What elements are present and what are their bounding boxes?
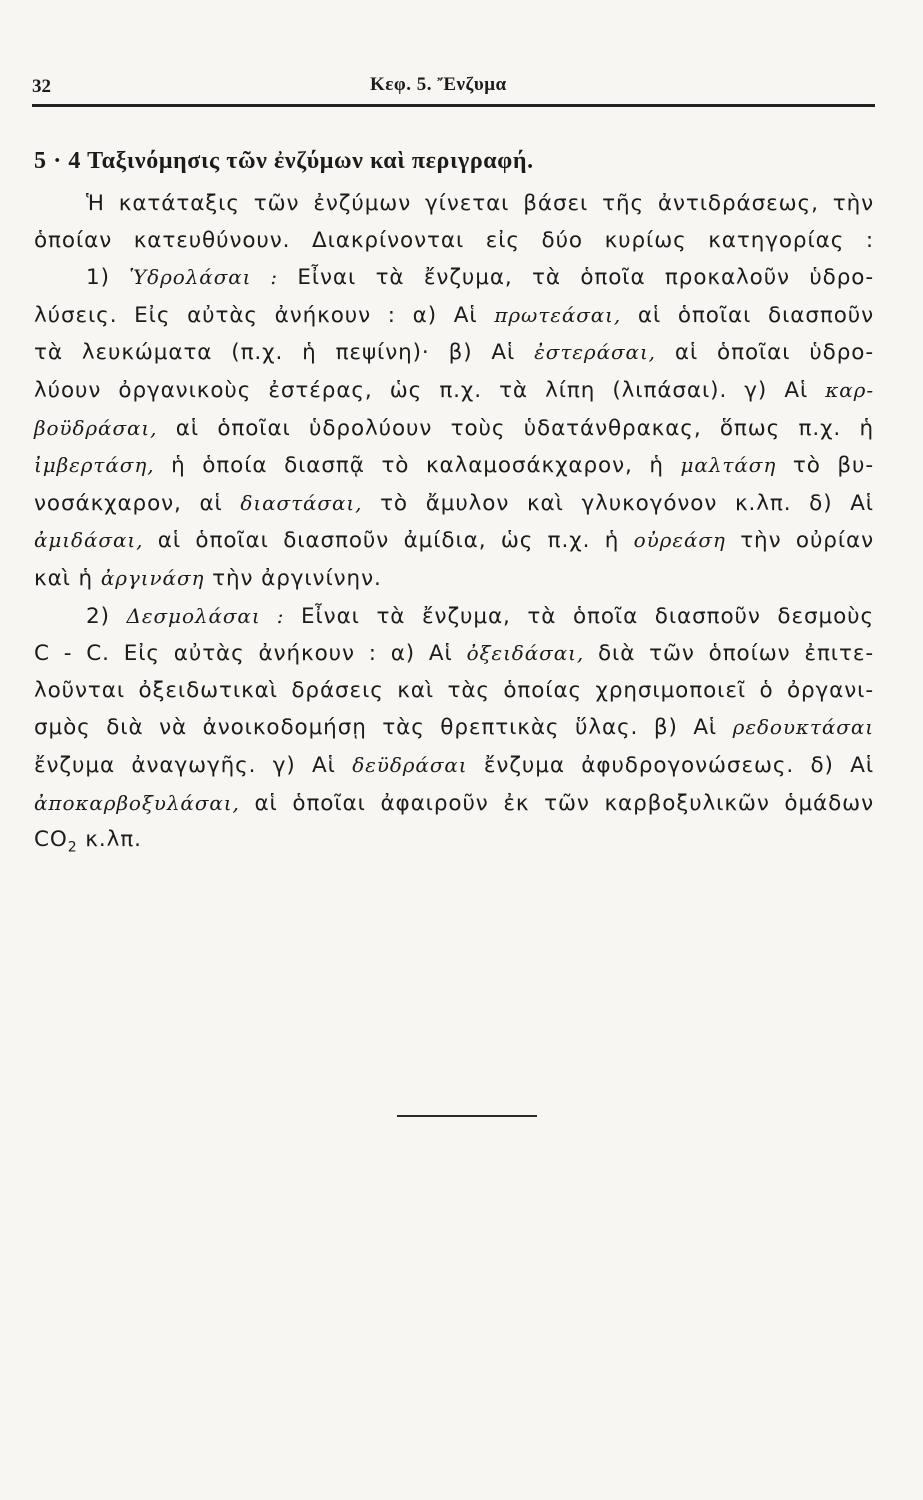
term-invertase: ἰμβερτάση,: [34, 453, 155, 478]
text-line: ὁποίαν κατευθύνουν. Διακρίνονται εἰς δύο κυρίως κατηγορίας :: [34, 227, 874, 253]
page-header: [32, 72, 875, 100]
term-oxidases: ὀξειδάσαι,: [466, 641, 585, 666]
term-decarboxylases: ἀποκαρβοξυλάσαι,: [34, 790, 240, 815]
text-line: σμὸς διὰ νὰ ἀνοικοδομήσῃ τὰς θρεπτικὰς ὕλας. β) Αἱ ρεδουκτάσαι: [34, 715, 874, 741]
term-carbohydrases-part1: καρ-: [825, 377, 874, 402]
text-line: ἀμιδάσαι, αἱ ὁποῖαι διασποῦν ἀμίδια, ὡς π.χ. ἡ οὐρεάση τὴν οὐρίαν: [34, 528, 874, 554]
section-title: 5 · 4 Ταξινόμησις τῶν ἐνζύμων καὶ περιγραφή.: [34, 148, 534, 174]
term-dehydrases: δεϋδράσαι: [352, 752, 468, 777]
term-reductases: ρεδουκτάσαι: [732, 715, 874, 740]
co2-subscript: 2: [67, 839, 78, 856]
term-arginase: ἀργινάση: [100, 565, 205, 590]
term-carbohydrases-part2: βοϋδράσαι,: [34, 415, 158, 440]
header-rule: [32, 104, 875, 107]
term-diastases: διαστάσαι,: [240, 490, 363, 515]
term-amidases: ἀμιδάσαι,: [34, 528, 144, 553]
text-line: 1) Ὑδρολάσαι : Εἶναι τὰ ἔνζυμα, τὰ ὁποῖα προκαλοῦν ὑδρο-: [86, 265, 874, 291]
body-text: [34, 186, 874, 866]
page-number: 32: [32, 76, 51, 97]
term-maltase: μαλτάση: [680, 453, 777, 478]
text-line: νοσάκχαρον, αἱ διαστάσαι, τὸ ἄμυλον καὶ γλυκογόνον κ.λπ. δ) Αἱ: [34, 490, 874, 516]
running-head: Κεφ. 5. Ἔνζυμα: [370, 74, 507, 95]
text-line: 2) Δεσμολάσαι : Εἶναι τὰ ἔνζυμα, τὰ ὁποῖα διασποῦν δεσμοὺς: [86, 603, 875, 629]
term-desmolases: Δεσμολάσαι :: [126, 603, 285, 628]
term-hydrolases: Ὑδρολάσαι :: [129, 265, 278, 290]
text-line: βοϋδράσαι, αἱ ὁποῖαι ὑδρολύουν τοὺς ὑδατάνθρακας, ὅπως π.χ. ἡ: [34, 415, 874, 441]
text-line: ἰμβερτάση, ἡ ὁποία διασπᾷ τὸ καλαμοσάκχαρον, ἡ μαλτάση τὸ βυ-: [34, 453, 874, 479]
text-line: καὶ ἡ ἀργινάση τὴν ἀργινίνην.: [34, 565, 382, 591]
text-line: ἀποκαρβοξυλάσαι, αἱ ὁποῖαι ἀφαιροῦν ἐκ τῶν καρβοξυλικῶν ὁμάδων: [34, 790, 874, 816]
term-proteases: πρωτεάσαι,: [494, 302, 622, 327]
text-line: λύσεις. Εἰς αὐτὰς ἀνήκουν : α) Αἱ πρωτεάσαι, αἱ ὁποῖαι διασποῦν: [34, 302, 874, 328]
text-line: λοῦνται ὀξειδωτικαὶ δράσεις καὶ τὰς ὁποίας χρησιμοποιεῖ ὁ ὀργανι-: [34, 677, 874, 703]
text-line: ἔνζυμα ἀναγωγῆς. γ) Αἱ δεϋδράσαι ἔνζυμα ἀφυδρογονώσεως. δ) Αἱ: [34, 752, 874, 778]
text-line: λύουν ὀργανικοὺς ἐστέρας, ὡς π.χ. τὰ λίπη (λιπάσαι). γ) Αἱ καρ-: [34, 377, 874, 403]
text-line: C - C. Εἰς αὐτὰς ἀνήκουν : α) Αἱ ὀξειδάσαι, διὰ τῶν ὁποίων ἐπιτε-: [34, 641, 874, 667]
co2-formula: CO: [34, 827, 68, 853]
term-esterases: ἐστεράσαι,: [534, 340, 656, 365]
section-end-rule: [397, 1115, 537, 1117]
text-line: Ἡ κατάταξις τῶν ἐνζύμων γίνεται βάσει τῆς ἀντιδράσεως, τὴν: [86, 191, 874, 216]
text-line: τὰ λευκώματα (π.χ. ἡ πεψίνη)· β) Αἱ ἐστεράσαι, αἱ ὁποῖαι ὑδρο-: [34, 340, 874, 366]
text-line: $CO_2$ κ.λπ.: [34, 827, 142, 856]
term-urease: οὐρεάση: [633, 528, 726, 553]
